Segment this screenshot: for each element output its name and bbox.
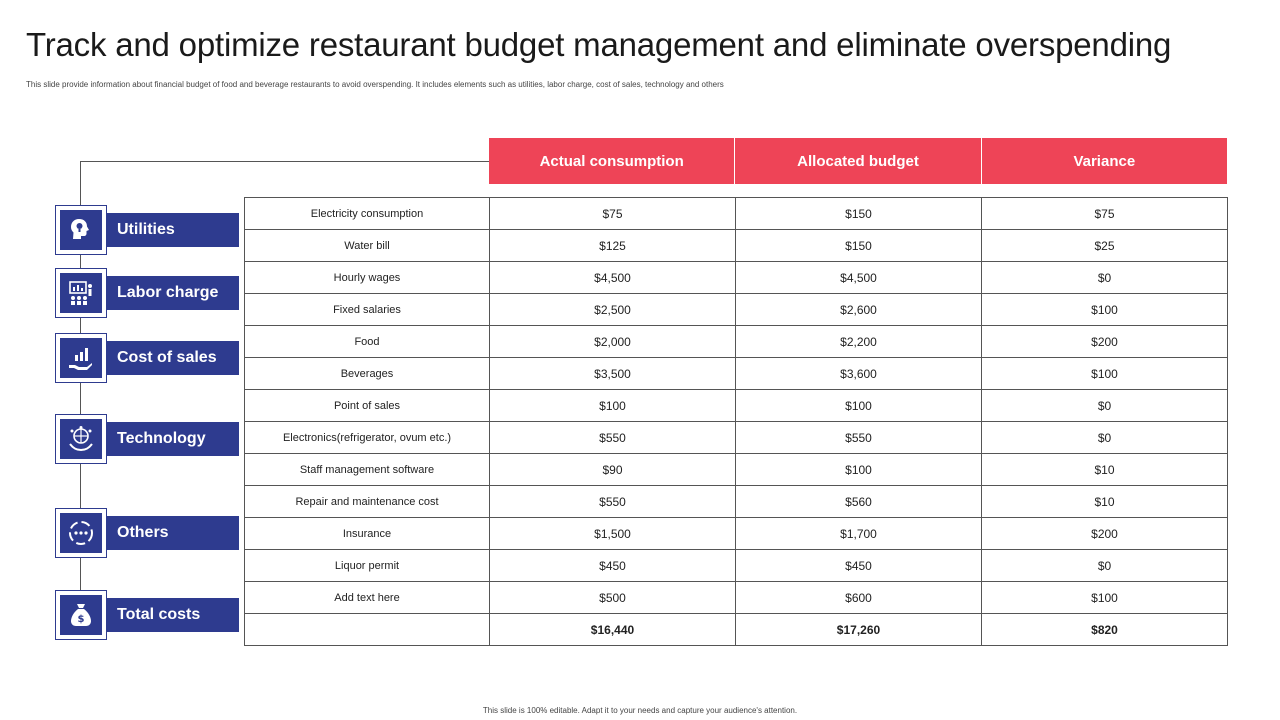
- cell-item: Electricity consumption: [245, 198, 490, 230]
- cell-variance: $75: [982, 198, 1228, 230]
- cell-variance: $820: [982, 614, 1228, 646]
- cell-allocated: $2,200: [736, 326, 982, 358]
- cell-actual: $500: [490, 582, 736, 614]
- cell-item: Liquor permit: [245, 550, 490, 582]
- header-actual-consumption: Actual consumption: [489, 138, 735, 184]
- cell-variance: $100: [982, 358, 1228, 390]
- cell-variance: $200: [982, 326, 1228, 358]
- cell-allocated: $1,700: [736, 518, 982, 550]
- header-variance: Variance: [982, 138, 1227, 184]
- category-labor-charge: [55, 268, 239, 318]
- header-allocated-budget: Allocated budget: [735, 138, 981, 184]
- cell-item: Beverages: [245, 358, 490, 390]
- slide-footer: This slide is 100% editable. Adapt it to your needs and capture your audience's attention.: [482, 706, 798, 715]
- total-row: [245, 614, 1228, 646]
- cell-variance: $10: [982, 454, 1228, 486]
- cell-actual: $3,500: [490, 358, 736, 390]
- cell-variance: $25: [982, 230, 1228, 262]
- cell-variance: $10: [982, 486, 1228, 518]
- category-utilities: [55, 205, 239, 255]
- table-row: [245, 454, 1228, 486]
- cell-item: Hourly wages: [245, 262, 490, 294]
- connector-line: [80, 558, 81, 590]
- table-row: [245, 198, 1228, 230]
- connector-line: [80, 318, 81, 333]
- cell-variance: $100: [982, 582, 1228, 614]
- table-row: [245, 230, 1228, 262]
- presentation-people-icon: [55, 268, 107, 318]
- table-header: [489, 138, 1227, 184]
- cell-allocated: $150: [736, 198, 982, 230]
- cell-variance: $0: [982, 422, 1228, 454]
- table-row: [245, 486, 1228, 518]
- cell-actual: $2,500: [490, 294, 736, 326]
- table-row: [245, 294, 1228, 326]
- cell-allocated: $17,260: [736, 614, 982, 646]
- cell-item: Insurance: [245, 518, 490, 550]
- svg-text:$: $: [77, 614, 85, 625]
- cell-item: Electronics(refrigerator, ovum etc.): [245, 422, 490, 454]
- table-row: [245, 518, 1228, 550]
- cell-actual: $4,500: [490, 262, 736, 294]
- cell-allocated: $550: [736, 422, 982, 454]
- table-row: [245, 550, 1228, 582]
- cell-actual: $550: [490, 422, 736, 454]
- category-label: Total costs: [106, 598, 239, 632]
- cell-item: Fixed salaries: [245, 294, 490, 326]
- cell-actual: $100: [490, 390, 736, 422]
- connector-line: [80, 464, 81, 508]
- cell-allocated: $150: [736, 230, 982, 262]
- cell-actual: $450: [490, 550, 736, 582]
- cell-allocated: $3,600: [736, 358, 982, 390]
- connector-line-top: [80, 161, 489, 162]
- category-others: [55, 508, 239, 558]
- cell-allocated: $100: [736, 454, 982, 486]
- lightbulb-head-icon: [55, 205, 107, 255]
- network-hand-icon: [55, 414, 107, 464]
- cell-actual: $2,000: [490, 326, 736, 358]
- category-label: Technology: [106, 422, 239, 456]
- cell-actual: $90: [490, 454, 736, 486]
- cell-variance: $0: [982, 262, 1228, 294]
- cell-item: [245, 614, 490, 646]
- cell-item: Water bill: [245, 230, 490, 262]
- cell-actual: $125: [490, 230, 736, 262]
- category-total-costs: [55, 590, 239, 640]
- cell-item: Repair and maintenance cost: [245, 486, 490, 518]
- hand-chart-icon: [55, 333, 107, 383]
- table-row: [245, 582, 1228, 614]
- cell-allocated: $450: [736, 550, 982, 582]
- table-row: [245, 262, 1228, 294]
- connector-line: [80, 255, 81, 268]
- money-bag-icon: [55, 590, 107, 640]
- cell-item: Add text here: [245, 582, 490, 614]
- slide-title: Track and optimize restaurant budget management and eliminate overspending: [26, 26, 1172, 63]
- cell-allocated: $600: [736, 582, 982, 614]
- cell-variance: $100: [982, 294, 1228, 326]
- circle-dots-icon: [55, 508, 107, 558]
- cell-item: Staff management software: [245, 454, 490, 486]
- cell-variance: $200: [982, 518, 1228, 550]
- category-label: Cost of sales: [106, 341, 239, 375]
- table-row: [245, 358, 1228, 390]
- table-row: [245, 326, 1228, 358]
- cell-allocated: $2,600: [736, 294, 982, 326]
- category-cost-of-sales: [55, 333, 239, 383]
- slide-subtitle: This slide provide information about financial budget of food and beverage restaurants to avoid overspending. It includes elements such as utilities, labor charge, cost of sales, technology and others: [26, 80, 724, 89]
- category-label: Others: [106, 516, 239, 550]
- connector-line: [80, 383, 81, 414]
- cell-item: Point of sales: [245, 390, 490, 422]
- connector-line: [80, 161, 81, 205]
- cell-actual: $75: [490, 198, 736, 230]
- category-label: Labor charge: [106, 276, 239, 310]
- cell-actual: $1,500: [490, 518, 736, 550]
- cell-actual: $550: [490, 486, 736, 518]
- category-technology: [55, 414, 239, 464]
- table-row: [245, 390, 1228, 422]
- cell-allocated: $4,500: [736, 262, 982, 294]
- cell-variance: $0: [982, 550, 1228, 582]
- table-row: [245, 422, 1228, 454]
- cell-variance: $0: [982, 390, 1228, 422]
- budget-table: [244, 197, 1228, 646]
- cell-allocated: $100: [736, 390, 982, 422]
- cell-actual: $16,440: [490, 614, 736, 646]
- category-label: Utilities: [106, 213, 239, 247]
- cell-item: Food: [245, 326, 490, 358]
- cell-allocated: $560: [736, 486, 982, 518]
